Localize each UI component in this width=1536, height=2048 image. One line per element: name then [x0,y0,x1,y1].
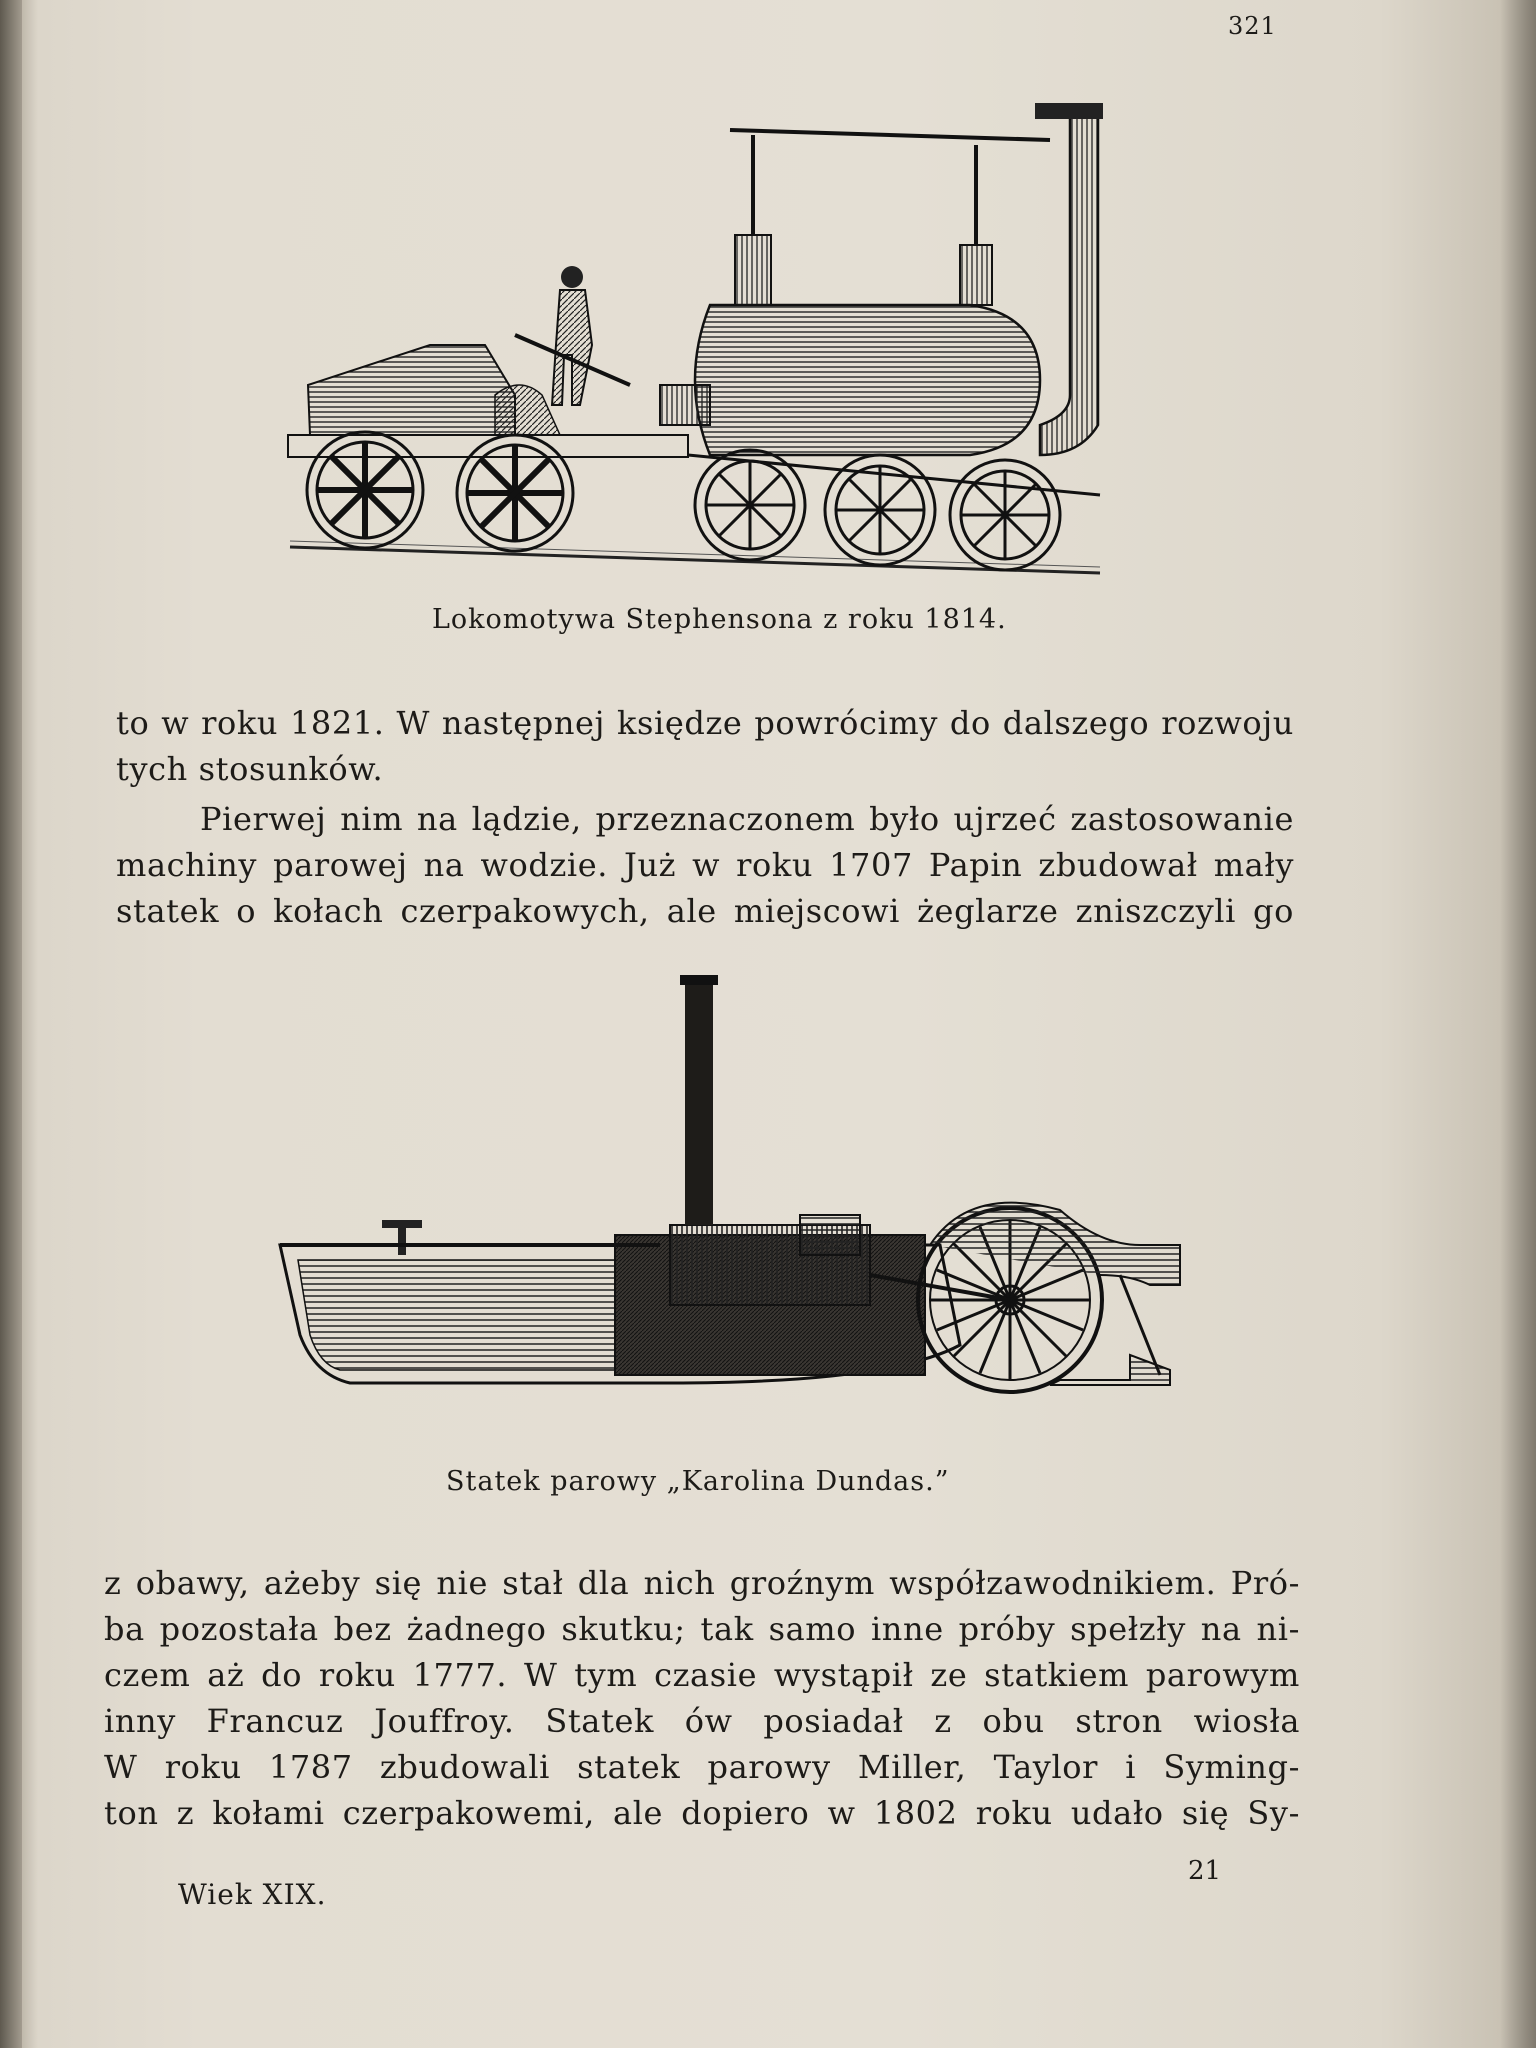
steamship-caption: Statek parowy „Karolina Dundas.” [446,1466,950,1497]
locomotive-caption: Lokomotywa Stephensona z roku 1814. [432,604,1007,635]
paragraph-1 [116,700,1294,792]
text-line: inny Francuz Jouffroy. Statek ów posiadał z obu stron wiosła [104,1702,1300,1740]
text-line: statek o kołach czerpakowych, ale miejscowi żeglarze zniszczyli go [116,892,1294,930]
steam-locomotive-icon [280,95,1110,595]
paddle-steamship-icon [270,975,1190,1405]
text-line: Pierwej nim na lądzie, przeznaczonem było ujrzeć zastosowanie [200,800,1294,838]
book-gutter-shadow [0,0,22,2048]
paragraph-3 [104,1560,1300,1836]
locomotive-illustration [280,95,1110,595]
text-line: to w roku 1821. W następnej księdze powrócimy do dalszego rozwoju [116,704,1294,742]
text-line: czem aż do roku 1777. W tym czasie wystąpił ze statkiem parowym [104,1656,1300,1694]
page-edge-shadow [1500,0,1536,2048]
text-line: z obawy, ażeby się nie stał dla nich groźnym współzawodnikiem. Pró- [104,1564,1300,1602]
text-line: tych stosunków. [116,750,384,788]
page-number: 321 [1228,12,1277,40]
signature-mark: Wiek XIX. [178,1878,327,1911]
paragraph-2 [116,796,1294,934]
text-line: W roku 1787 zbudowali statek parowy Miller, Taylor i Syming- [104,1748,1300,1786]
text-line: machiny parowej na wodzie. Już w roku 1707 Papin zbudował mały [116,846,1294,884]
steamship-illustration [270,975,1190,1405]
text-line: ton z kołami czerpakowemi, ale dopiero w 1802 roku udało się Sy- [104,1794,1300,1832]
sheet-number: 21 [1188,1856,1222,1886]
text-line: ba pozostała bez żadnego skutku; tak samo inne próby spełzły na ni- [104,1610,1300,1648]
